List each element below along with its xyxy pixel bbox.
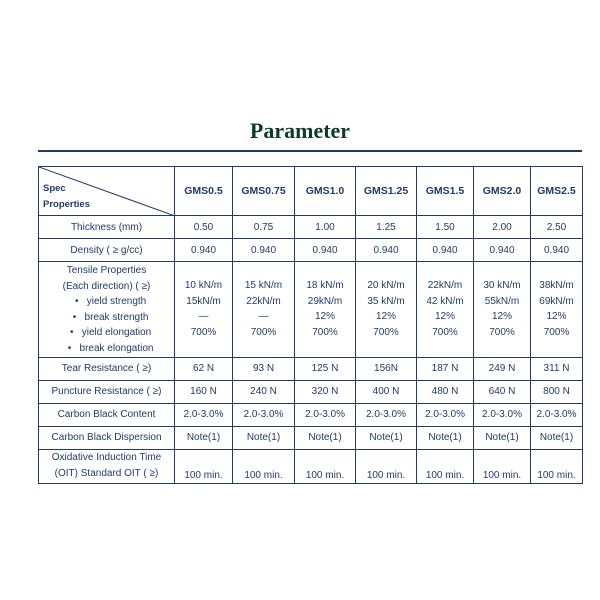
bullet-icon: •	[67, 342, 72, 354]
puncture-resistance-row	[39, 380, 583, 403]
table-cell: Note(1)	[474, 426, 531, 449]
table-cell: Note(1)	[175, 426, 233, 449]
row-label: Carbon Black Dispersion	[39, 426, 175, 449]
spec-properties-corner-cell	[39, 167, 175, 216]
tensile-sublabel: • yield elongation	[41, 325, 172, 341]
tensile-row-label	[39, 262, 175, 358]
bullet-icon: •	[72, 311, 77, 323]
oit-row	[39, 449, 583, 483]
parameter-table	[38, 166, 583, 484]
table-cell: 1.00	[295, 216, 356, 239]
table-cell: 0.940	[233, 239, 295, 262]
carbon-black-dispersion-row	[39, 426, 583, 449]
tensile-cell: 30 kN/m 55kN/m 12% 700%	[474, 262, 531, 358]
table-cell: 100 min.	[175, 449, 233, 483]
table-cell: 249 N	[474, 357, 531, 380]
column-header: GMS0.75	[233, 167, 295, 216]
properties-label: Properties	[43, 199, 90, 210]
table-cell: 0.940	[474, 239, 531, 262]
tensile-cell: 22kN/m 42 kN/m 12% 700%	[417, 262, 474, 358]
row-label: Tear Resistance ( ≥)	[39, 357, 175, 380]
tensile-cell: 15 kN/m 22kN/m — 700%	[233, 262, 295, 358]
table-cell: 1.25	[356, 216, 417, 239]
table-cell: 100 min.	[474, 449, 531, 483]
table-cell: 2.0-3.0%	[233, 403, 295, 426]
table-cell: 0.940	[417, 239, 474, 262]
bullet-icon: •	[69, 327, 74, 339]
header-row	[39, 167, 583, 216]
tear-resistance-row	[39, 357, 583, 380]
row-label: Density ( ≥ g/cc)	[39, 239, 175, 262]
table-cell: 1.50	[417, 216, 474, 239]
table-cell: 480 N	[417, 380, 474, 403]
tensile-cell: 10 kN/m 15kN/m — 700%	[175, 262, 233, 358]
table-cell: 0.940	[356, 239, 417, 262]
table-cell: 100 min.	[531, 449, 583, 483]
row-label: Puncture Resistance ( ≥)	[39, 380, 175, 403]
table-cell: 2.0-3.0%	[474, 403, 531, 426]
bullet-icon: •	[74, 296, 79, 308]
table-cell: 2.00	[474, 216, 531, 239]
table-cell: 0.940	[295, 239, 356, 262]
table-cell: 0.50	[175, 216, 233, 239]
spec-label: Spec	[43, 183, 66, 194]
table-cell: Note(1)	[531, 426, 583, 449]
page-title: Parameter	[249, 118, 351, 143]
table-cell: 100 min.	[417, 449, 474, 483]
oit-row-label: Oxidative Induction Time (OIT) Standard OIT ( ≥)	[39, 449, 175, 483]
column-header: GMS2.5	[531, 167, 583, 216]
tensile-cell: 38kN/m 69kN/m 12% 700%	[531, 262, 583, 358]
row-label: Carbon Black Content	[39, 403, 175, 426]
column-header: GMS1.0	[295, 167, 356, 216]
tensile-cell: 18 kN/m 29kN/m 12% 700%	[295, 262, 356, 358]
tensile-title: Tensile Properties	[66, 265, 147, 276]
table-cell: 800 N	[531, 380, 583, 403]
table-cell: 93 N	[233, 357, 295, 380]
column-header: GMS1.5	[417, 167, 474, 216]
row-label: Thickness (mm)	[39, 216, 175, 239]
table-cell: 2.0-3.0%	[531, 403, 583, 426]
table-cell: 320 N	[295, 380, 356, 403]
tensile-sublabel: • break elongation	[41, 341, 172, 357]
table-cell: 2.0-3.0%	[356, 403, 417, 426]
table-cell: 2.0-3.0%	[295, 403, 356, 426]
table-cell: 2.0-3.0%	[417, 403, 474, 426]
column-header: GMS1.25	[356, 167, 417, 216]
column-header: GMS0.5	[175, 167, 233, 216]
table-cell: 0.940	[531, 239, 583, 262]
table-cell: 2.50	[531, 216, 583, 239]
table-cell: 125 N	[295, 357, 356, 380]
title-divider	[38, 150, 582, 152]
table-cell: 400 N	[356, 380, 417, 403]
density-row	[39, 239, 583, 262]
tensile-sublabel: • break strength	[41, 310, 172, 326]
table-cell: 187 N	[417, 357, 474, 380]
table-cell: 100 min.	[295, 449, 356, 483]
table-cell: 240 N	[233, 380, 295, 403]
table-cell: 156N	[356, 357, 417, 380]
tensile-properties-row	[39, 262, 583, 358]
thickness-row	[39, 216, 583, 239]
tensile-sublabel: • yield strength	[41, 294, 172, 310]
table-cell: 640 N	[474, 380, 531, 403]
table-cell: 100 min.	[233, 449, 295, 483]
table-cell: 311 N	[531, 357, 583, 380]
table-cell: 2.0-3.0%	[175, 403, 233, 426]
column-header: GMS2.0	[474, 167, 531, 216]
tensile-subtitle: (Each direction) ( ≥)	[62, 280, 151, 292]
table-cell: Note(1)	[356, 426, 417, 449]
table-cell: 0.75	[233, 216, 295, 239]
table-cell: 0.940	[175, 239, 233, 262]
table-cell: 62 N	[175, 357, 233, 380]
table-cell: Note(1)	[417, 426, 474, 449]
carbon-black-content-row	[39, 403, 583, 426]
table-cell: Note(1)	[295, 426, 356, 449]
tensile-cell: 20 kN/m 35 kN/m 12% 700%	[356, 262, 417, 358]
table-cell: 100 min.	[356, 449, 417, 483]
table-cell: Note(1)	[233, 426, 295, 449]
table-cell: 160 N	[175, 380, 233, 403]
